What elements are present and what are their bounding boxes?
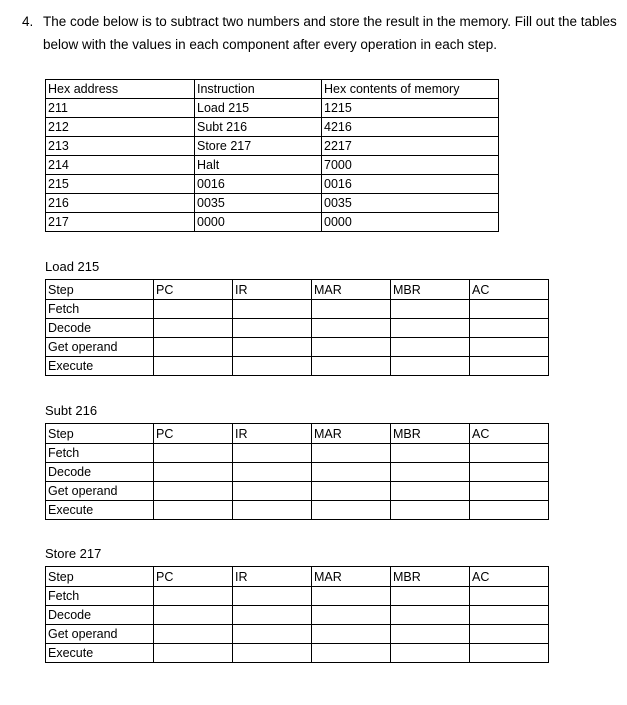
pc-cell[interactable] xyxy=(154,606,233,625)
ac-cell[interactable] xyxy=(470,625,549,644)
instruction-cell: 0016 xyxy=(195,175,322,194)
mbr-cell[interactable] xyxy=(391,463,470,482)
instruction-cell: Subt 216 xyxy=(195,118,322,137)
table-row xyxy=(46,194,499,213)
header-pc: PC xyxy=(154,424,233,444)
ac-cell[interactable] xyxy=(470,644,549,663)
ir-cell[interactable] xyxy=(233,501,312,520)
ir-cell[interactable] xyxy=(233,319,312,338)
table-row xyxy=(46,587,549,606)
ac-cell[interactable] xyxy=(470,606,549,625)
table-row xyxy=(46,338,549,357)
header-mar: MAR xyxy=(312,424,391,444)
header-mbr: MBR xyxy=(391,567,470,587)
step-label: Fetch xyxy=(46,300,154,319)
table-row xyxy=(46,175,499,194)
instruction-cell: 0035 xyxy=(195,194,322,213)
mbr-cell[interactable] xyxy=(391,338,470,357)
header-ac: AC xyxy=(470,424,549,444)
instruction-cell: Halt xyxy=(195,156,322,175)
address-cell: 212 xyxy=(46,118,195,137)
table-row xyxy=(46,501,549,520)
ac-cell[interactable] xyxy=(470,501,549,520)
ir-cell[interactable] xyxy=(233,644,312,663)
step-label: Execute xyxy=(46,357,154,376)
mar-cell[interactable] xyxy=(312,319,391,338)
header-step: Step xyxy=(46,424,154,444)
ir-cell[interactable] xyxy=(233,338,312,357)
header-ac: AC xyxy=(470,567,549,587)
memory-table-header xyxy=(46,80,499,99)
table-row xyxy=(46,606,549,625)
mar-cell[interactable] xyxy=(312,444,391,463)
header-ir: IR xyxy=(233,280,312,300)
question xyxy=(22,10,622,56)
ac-cell[interactable] xyxy=(470,463,549,482)
address-cell: 213 xyxy=(46,137,195,156)
ir-cell[interactable] xyxy=(233,444,312,463)
ir-cell[interactable] xyxy=(233,463,312,482)
header-instruction: Instruction xyxy=(195,80,322,99)
pc-cell[interactable] xyxy=(154,463,233,482)
step-label: Decode xyxy=(46,606,154,625)
header-ac: AC xyxy=(470,280,549,300)
header-hex-contents: Hex contents of memory xyxy=(322,80,499,99)
step-table-header xyxy=(46,567,549,587)
pc-cell[interactable] xyxy=(154,444,233,463)
memory-table xyxy=(45,79,499,232)
ir-cell[interactable] xyxy=(233,482,312,501)
mbr-cell[interactable] xyxy=(391,319,470,338)
address-cell: 216 xyxy=(46,194,195,213)
mar-cell[interactable] xyxy=(312,501,391,520)
ac-cell[interactable] xyxy=(470,357,549,376)
contents-cell: 0035 xyxy=(322,194,499,213)
ac-cell[interactable] xyxy=(470,338,549,357)
section-title-store: Store 217 xyxy=(45,546,102,561)
section-title-subt: Subt 216 xyxy=(45,403,98,418)
table-row xyxy=(46,213,499,232)
mar-cell[interactable] xyxy=(312,482,391,501)
table-row xyxy=(46,482,549,501)
contents-cell: 2217 xyxy=(322,137,499,156)
header-pc: PC xyxy=(154,567,233,587)
ir-cell[interactable] xyxy=(233,625,312,644)
table-row xyxy=(46,300,549,319)
step-label: Get operand xyxy=(46,625,154,644)
mar-cell[interactable] xyxy=(312,338,391,357)
step-label: Execute xyxy=(46,644,154,663)
contents-cell: 4216 xyxy=(322,118,499,137)
table-row xyxy=(46,156,499,175)
contents-cell: 0000 xyxy=(322,213,499,232)
header-step: Step xyxy=(46,567,154,587)
ac-cell[interactable] xyxy=(470,319,549,338)
header-mar: MAR xyxy=(312,567,391,587)
instruction-cell: 0000 xyxy=(195,213,322,232)
mbr-cell[interactable] xyxy=(391,482,470,501)
mbr-cell[interactable] xyxy=(391,357,470,376)
step-table-header xyxy=(46,424,549,444)
step-table-subt xyxy=(45,423,549,520)
header-ir: IR xyxy=(233,567,312,587)
table-row xyxy=(46,137,499,156)
address-cell: 215 xyxy=(46,175,195,194)
mar-cell[interactable] xyxy=(312,357,391,376)
step-label: Execute xyxy=(46,501,154,520)
ir-cell[interactable] xyxy=(233,606,312,625)
table-row xyxy=(46,625,549,644)
header-step: Step xyxy=(46,280,154,300)
mbr-cell[interactable] xyxy=(391,444,470,463)
table-row xyxy=(46,463,549,482)
step-table-load xyxy=(45,279,549,376)
header-mbr: MBR xyxy=(391,280,470,300)
mbr-cell[interactable] xyxy=(391,625,470,644)
instruction-cell: Load 215 xyxy=(195,99,322,118)
step-label: Get operand xyxy=(46,482,154,501)
mbr-cell[interactable] xyxy=(391,587,470,606)
ir-cell[interactable] xyxy=(233,357,312,376)
mar-cell[interactable] xyxy=(312,587,391,606)
mbr-cell[interactable] xyxy=(391,501,470,520)
header-hex-address: Hex address xyxy=(46,80,195,99)
address-cell: 217 xyxy=(46,213,195,232)
table-row xyxy=(46,99,499,118)
ir-cell[interactable] xyxy=(233,587,312,606)
step-label: Get operand xyxy=(46,338,154,357)
question-text: The code below is to subtract two numbers and store the result in the memory. Fill out the tables below with the values in each component after every operation in each step. xyxy=(43,14,617,52)
step-label: Decode xyxy=(46,319,154,338)
table-row xyxy=(46,357,549,376)
pc-cell[interactable] xyxy=(154,338,233,357)
address-cell: 214 xyxy=(46,156,195,175)
mar-cell[interactable] xyxy=(312,644,391,663)
header-mbr: MBR xyxy=(391,424,470,444)
step-label: Fetch xyxy=(46,444,154,463)
mbr-cell[interactable] xyxy=(391,606,470,625)
header-mar: MAR xyxy=(312,280,391,300)
mar-cell[interactable] xyxy=(312,300,391,319)
step-label: Decode xyxy=(46,463,154,482)
mar-cell[interactable] xyxy=(312,463,391,482)
step-table-store xyxy=(45,566,549,663)
table-row xyxy=(46,118,499,137)
mbr-cell[interactable] xyxy=(391,300,470,319)
section-title-load: Load 215 xyxy=(45,259,100,274)
mbr-cell[interactable] xyxy=(391,644,470,663)
ac-cell[interactable] xyxy=(470,482,549,501)
contents-cell: 1215 xyxy=(322,99,499,118)
table-row xyxy=(46,319,549,338)
question-number: 4. xyxy=(22,14,34,29)
ac-cell[interactable] xyxy=(470,300,549,319)
pc-cell[interactable] xyxy=(154,482,233,501)
ac-cell[interactable] xyxy=(470,444,549,463)
pc-cell[interactable] xyxy=(154,300,233,319)
header-ir: IR xyxy=(233,424,312,444)
mar-cell[interactable] xyxy=(312,606,391,625)
pc-cell[interactable] xyxy=(154,587,233,606)
table-row xyxy=(46,644,549,663)
pc-cell[interactable] xyxy=(154,501,233,520)
ac-cell[interactable] xyxy=(470,587,549,606)
ir-cell[interactable] xyxy=(233,300,312,319)
header-pc: PC xyxy=(154,280,233,300)
pc-cell[interactable] xyxy=(154,625,233,644)
step-table-header xyxy=(46,280,549,300)
contents-cell: 7000 xyxy=(322,156,499,175)
table-row xyxy=(46,444,549,463)
step-label: Fetch xyxy=(46,587,154,606)
address-cell: 211 xyxy=(46,99,195,118)
mar-cell[interactable] xyxy=(312,625,391,644)
instruction-cell: Store 217 xyxy=(195,137,322,156)
pc-cell[interactable] xyxy=(154,644,233,663)
pc-cell[interactable] xyxy=(154,357,233,376)
contents-cell: 0016 xyxy=(322,175,499,194)
pc-cell[interactable] xyxy=(154,319,233,338)
